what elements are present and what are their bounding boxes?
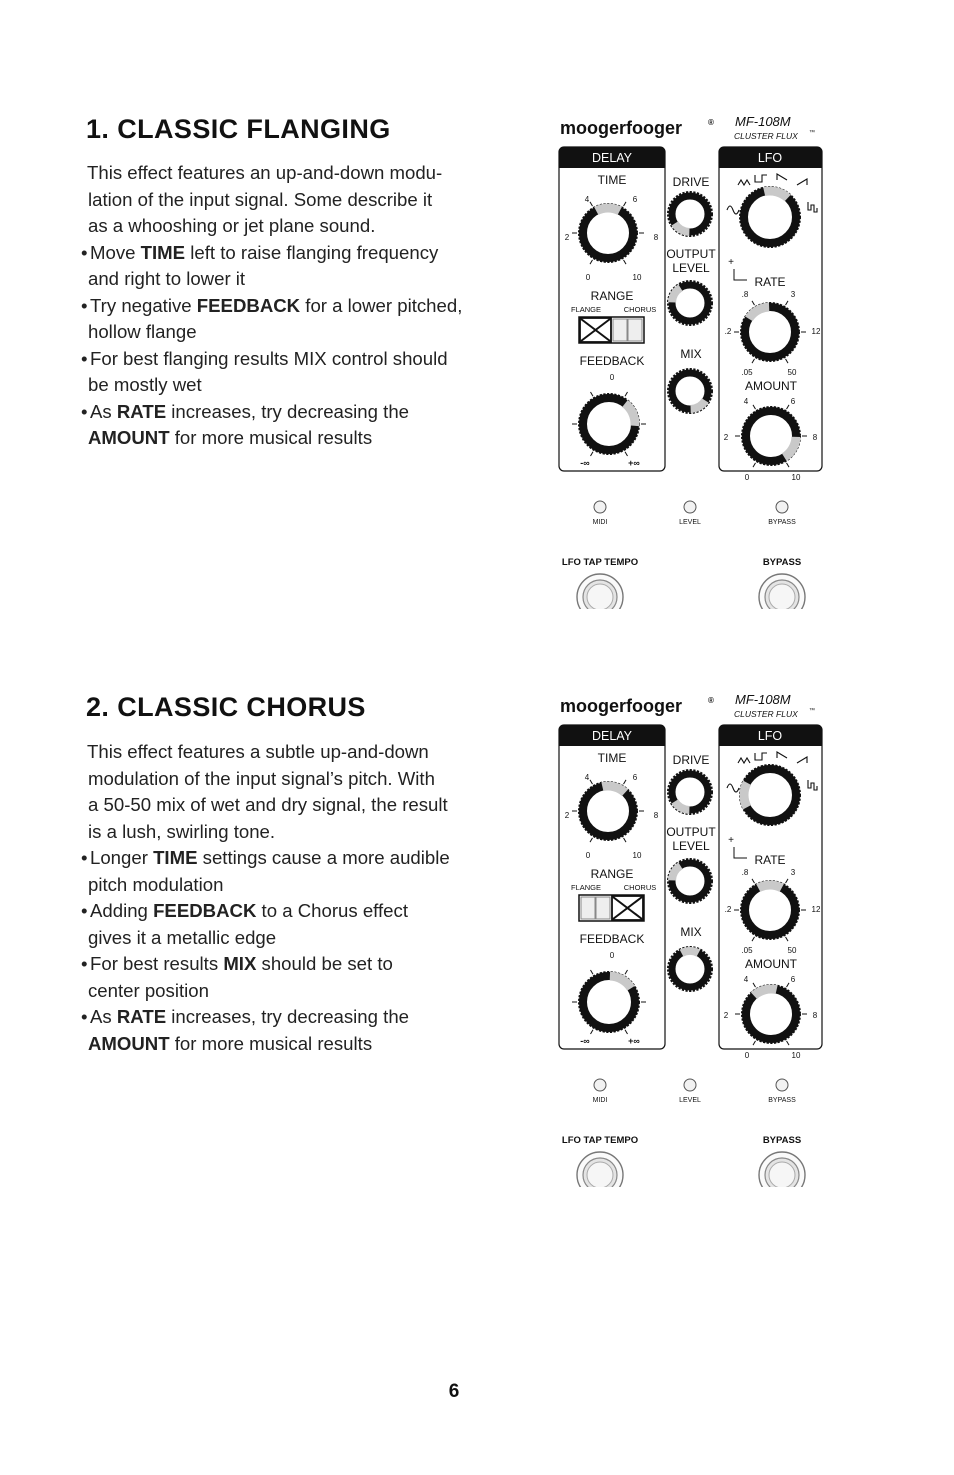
tick-label: +∞ bbox=[628, 458, 640, 468]
rate-label: RATE bbox=[754, 853, 786, 867]
text-line: For best results MIX should be set to bbox=[90, 953, 393, 974]
lfo-waveform-knob bbox=[741, 188, 800, 247]
led-indicator bbox=[594, 1079, 606, 1091]
tick-label: 2 bbox=[723, 433, 729, 442]
tick-label: 4 bbox=[584, 773, 590, 782]
tick-label: 0 bbox=[744, 1051, 750, 1060]
bullet-item bbox=[81, 399, 531, 452]
tick-label: 3 bbox=[790, 868, 796, 877]
tick-label: 2 bbox=[564, 233, 570, 242]
brand-logo: moogerfooger bbox=[560, 118, 683, 138]
amount-label: AMOUNT bbox=[745, 379, 797, 393]
text-line: modulation of the input signal’s pitch. With bbox=[88, 767, 435, 789]
drive-knob bbox=[669, 771, 712, 814]
tick-label: -∞ bbox=[580, 458, 590, 468]
text-line: pitch modulation bbox=[88, 873, 224, 895]
led-indicator bbox=[776, 1079, 788, 1091]
bullet-dot: • bbox=[81, 953, 88, 974]
tick-label: -∞ bbox=[580, 1036, 590, 1046]
tick-label: 6 bbox=[632, 773, 638, 782]
drive-label: DRIVE bbox=[672, 175, 710, 189]
tick-label: 10 bbox=[632, 273, 642, 282]
bullet-item bbox=[81, 898, 531, 951]
mix-knob bbox=[669, 370, 712, 413]
range-switch-segment bbox=[628, 319, 642, 341]
tick-label: +∞ bbox=[628, 1036, 640, 1046]
text-line: AMOUNT for more musical results bbox=[88, 427, 373, 448]
tick-label: 50 bbox=[787, 946, 797, 955]
knob-body bbox=[583, 208, 633, 258]
bold-keyword: TIME bbox=[153, 847, 198, 868]
plus-label: + bbox=[728, 257, 734, 268]
text-line: gives it a metallic edge bbox=[88, 926, 277, 948]
tick-label: 12 bbox=[811, 905, 821, 914]
tick-label: 50 bbox=[787, 368, 797, 377]
section-title: 2. CLASSIC CHORUS bbox=[86, 692, 366, 722]
model-number: MF-108M bbox=[735, 692, 791, 707]
bullet-item bbox=[81, 293, 531, 346]
text-line: as a whooshing or jet plane sound. bbox=[88, 215, 376, 236]
footswitch-label: BYPASS bbox=[762, 1135, 802, 1146]
tick-label: 0 bbox=[585, 851, 591, 860]
model-name: CLUSTER FLUX bbox=[734, 709, 798, 719]
trademark-mark: ™ bbox=[809, 708, 815, 714]
text-line: a 50-50 mix of wet and dry signal, the result bbox=[88, 794, 448, 815]
tick-label: 8 bbox=[812, 433, 818, 442]
bold-keyword: AMOUNT bbox=[88, 1032, 170, 1054]
tick-label: 2 bbox=[723, 1011, 729, 1020]
knob-body bbox=[672, 951, 708, 987]
footswitch-cap bbox=[587, 584, 613, 609]
tick-label: .2 bbox=[724, 327, 732, 336]
tick-label: 8 bbox=[653, 233, 659, 242]
tick-label: .05 bbox=[741, 368, 753, 377]
range-label: RANGE bbox=[590, 867, 634, 881]
lfo-waveform-knob bbox=[741, 766, 800, 825]
tick-label: 3 bbox=[790, 290, 796, 299]
footswitch bbox=[759, 1152, 805, 1187]
amount-label: AMOUNT bbox=[745, 957, 797, 971]
range-switch-segment bbox=[581, 897, 595, 919]
led-indicator bbox=[594, 501, 606, 513]
text-line: lation of the input signal. Some describe it bbox=[88, 188, 433, 210]
range-label: RANGE bbox=[590, 289, 634, 303]
bold-keyword: MIX bbox=[223, 953, 257, 974]
footswitch bbox=[759, 574, 805, 609]
output-level-label: LEVEL bbox=[672, 261, 710, 275]
led-indicator bbox=[684, 501, 696, 513]
knob-body bbox=[746, 989, 796, 1039]
mix-label: MIX bbox=[680, 347, 702, 361]
knob-indicator-highlight bbox=[596, 208, 619, 211]
tick-label: .8 bbox=[741, 868, 749, 877]
text-line: center position bbox=[88, 979, 209, 1001]
led-label: LEVEL bbox=[679, 1097, 701, 1104]
rate-label: RATE bbox=[754, 275, 786, 289]
text-line: be mostly wet bbox=[88, 374, 202, 395]
tick-label: 6 bbox=[790, 975, 796, 984]
bold-keyword: FEEDBACK bbox=[196, 294, 301, 316]
led-label: LEVEL bbox=[679, 519, 701, 526]
mix-label: MIX bbox=[680, 925, 702, 939]
text-line: As RATE increases, try decreasing the bbox=[90, 400, 409, 422]
time-label: TIME bbox=[597, 173, 627, 187]
bullet-item bbox=[81, 845, 531, 898]
registered-mark: ® bbox=[708, 696, 714, 705]
output-level-label: OUTPUT bbox=[666, 247, 716, 261]
knob-indicator-highlight bbox=[744, 783, 747, 807]
text-line: is a lush, swirling tone. bbox=[88, 820, 276, 842]
tick-label: 4 bbox=[584, 195, 590, 204]
tick-label: .8 bbox=[741, 290, 749, 299]
footswitch-label: LFO TAP TEMPO bbox=[561, 1135, 639, 1146]
knob-indicator-highlight bbox=[758, 885, 781, 888]
tick-label: 10 bbox=[791, 473, 801, 482]
tick-label: .05 bbox=[741, 946, 753, 955]
tick-label: 0 bbox=[609, 951, 615, 960]
text-line: and right to lower it bbox=[88, 268, 246, 289]
knob-body bbox=[744, 769, 796, 821]
tick-label: 0 bbox=[744, 473, 750, 482]
text-line: As RATE increases, try decreasing the bbox=[90, 1006, 409, 1027]
footswitch-label: BYPASS bbox=[762, 557, 802, 568]
tick-label: 0 bbox=[585, 273, 591, 282]
text-line: Longer TIME settings cause a more audible bbox=[90, 847, 450, 868]
text-line: Try negative FEEDBACK for a lower pitched, bbox=[90, 294, 463, 316]
flange-label: FLANGE bbox=[570, 305, 602, 314]
section-classic-flanging bbox=[0, 114, 954, 674]
chorus-label: CHORUS bbox=[623, 883, 657, 892]
footswitch-label: LFO TAP TEMPO bbox=[561, 557, 639, 568]
output-level-label: LEVEL bbox=[672, 839, 710, 853]
footswitch-cap bbox=[769, 1162, 795, 1187]
range-switch-segment bbox=[596, 897, 610, 919]
led-label: BYPASS bbox=[768, 1097, 796, 1104]
tick-label: 4 bbox=[743, 397, 749, 406]
drive-knob bbox=[669, 193, 712, 236]
model-number: MF-108M bbox=[735, 114, 791, 129]
tick-label: 10 bbox=[632, 851, 642, 860]
bold-keyword: AMOUNT bbox=[88, 427, 170, 448]
page-number: 6 bbox=[448, 1381, 460, 1402]
bold-keyword: TIME bbox=[140, 241, 186, 263]
model-name: CLUSTER FLUX bbox=[734, 131, 798, 141]
plus-label: + bbox=[728, 835, 734, 846]
bullet-item bbox=[81, 346, 531, 399]
lfo-header: LFO bbox=[757, 151, 783, 165]
delay-header: DELAY bbox=[591, 151, 633, 165]
text-line: AMOUNT for more musical results bbox=[88, 1032, 373, 1054]
mix-knob bbox=[669, 948, 712, 991]
chorus-label: CHORUS bbox=[623, 305, 657, 314]
bullet-dot: • bbox=[81, 900, 88, 921]
brand-logo: moogerfooger bbox=[560, 696, 683, 716]
text-line: Move TIME left to raise flanging frequency bbox=[90, 241, 439, 263]
mf108m-panel-illustration bbox=[545, 114, 845, 609]
led-indicator bbox=[684, 1079, 696, 1091]
delay-header: DELAY bbox=[591, 729, 633, 743]
bullet-dot: • bbox=[81, 847, 88, 868]
trademark-mark: ™ bbox=[809, 130, 815, 136]
range-switch-segment bbox=[613, 319, 627, 341]
section-title: 1. CLASSIC FLANGING bbox=[86, 114, 391, 144]
tick-label: 2 bbox=[564, 811, 570, 820]
feedback-label: FEEDBACK bbox=[579, 932, 645, 946]
bullet-item bbox=[81, 951, 531, 1004]
bold-keyword: FEEDBACK bbox=[153, 900, 257, 921]
footswitch-cap bbox=[769, 584, 795, 609]
knob-body bbox=[583, 786, 633, 836]
bullet-item bbox=[81, 240, 531, 293]
section-classic-chorus bbox=[0, 692, 954, 1252]
footswitch bbox=[577, 1152, 623, 1187]
intro-paragraph bbox=[86, 160, 531, 240]
bold-keyword: RATE bbox=[116, 1006, 167, 1027]
footswitch bbox=[577, 574, 623, 609]
text-line: hollow flange bbox=[88, 321, 197, 342]
bullet-dot: • bbox=[81, 347, 88, 369]
footswitch-cap bbox=[587, 1162, 613, 1187]
registered-mark: ® bbox=[708, 118, 714, 127]
led-label: MIDI bbox=[592, 1097, 608, 1104]
bullet-dot: • bbox=[81, 400, 88, 422]
section-body bbox=[81, 160, 531, 452]
tick-label: 4 bbox=[743, 975, 749, 984]
intro-paragraph bbox=[86, 739, 531, 845]
text-line: For best flanging results MIX control should bbox=[90, 347, 448, 369]
output-level-knob bbox=[669, 282, 712, 325]
bullet-dot: • bbox=[81, 294, 88, 316]
tick-label: .2 bbox=[724, 905, 732, 914]
tick-label: 6 bbox=[632, 195, 638, 204]
text-line: This effect features a subtle up-and-down bbox=[87, 741, 429, 762]
bullet-dot: • bbox=[81, 241, 88, 263]
section-body bbox=[81, 739, 531, 1057]
bullet-dot: • bbox=[81, 1006, 88, 1027]
bold-keyword: RATE bbox=[116, 400, 167, 422]
output-level-label: OUTPUT bbox=[666, 825, 716, 839]
knob-body bbox=[744, 191, 796, 243]
flange-label: FLANGE bbox=[570, 883, 602, 892]
bullet-item bbox=[81, 1004, 531, 1057]
knob-body bbox=[745, 885, 795, 935]
time-label: TIME bbox=[597, 751, 627, 765]
led-label: BYPASS bbox=[768, 519, 796, 526]
tick-label: 8 bbox=[812, 1011, 818, 1020]
led-indicator bbox=[776, 501, 788, 513]
tick-label: 12 bbox=[811, 327, 821, 336]
tick-label: 10 bbox=[791, 1051, 801, 1060]
knob-indicator-highlight bbox=[682, 951, 699, 953]
mf108m-panel-illustration bbox=[545, 692, 845, 1187]
text-line: This effect features an up-and-down modu- bbox=[87, 162, 443, 183]
tick-label: 0 bbox=[609, 373, 615, 382]
feedback-label: FEEDBACK bbox=[579, 354, 645, 368]
tick-label: 6 bbox=[790, 397, 796, 406]
text-line: Adding FEEDBACK to a Chorus effect bbox=[90, 900, 408, 921]
tick-label: 8 bbox=[653, 811, 659, 820]
output-level-knob bbox=[669, 860, 712, 903]
drive-label: DRIVE bbox=[672, 753, 710, 767]
led-label: MIDI bbox=[592, 519, 608, 526]
lfo-header: LFO bbox=[757, 729, 783, 743]
